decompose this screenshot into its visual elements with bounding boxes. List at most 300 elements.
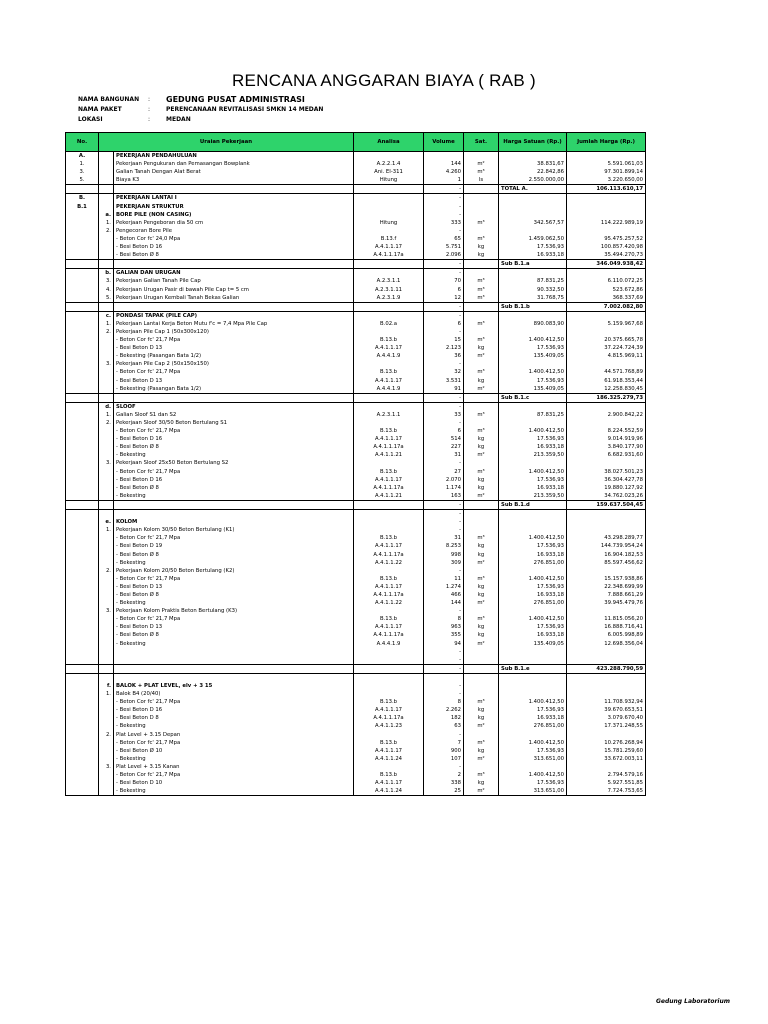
cell-sub-no: 1. (99, 690, 114, 698)
cell-satuan: kg (464, 779, 499, 787)
cell-jumlah-harga: 2.794.579,16 (567, 771, 646, 779)
cell-sub-no: 1. (99, 526, 114, 534)
cell-satuan (464, 269, 499, 278)
cell-volume: 163 (424, 492, 464, 501)
cell-satuan: m³ (464, 286, 499, 294)
cell-no (66, 714, 99, 722)
cell-satuan (464, 518, 499, 526)
cell-uraian: PONDASI TAPAK (PILE CAP) (114, 311, 354, 320)
cell-analisa: A.4.1.1.24 (354, 755, 424, 763)
cell-uraian: - Beton Cor fc' 21,7 Mpa (114, 427, 354, 435)
table-header-row (66, 133, 646, 152)
cell-no (66, 368, 99, 376)
cell-harga-satuan: TOTAL A. (499, 185, 567, 194)
cell-harga-satuan (499, 731, 567, 739)
header-satuan: Sat. (464, 133, 499, 152)
cell-uraian: - Bekesting (Pasangan Bata 1/2) (114, 352, 354, 360)
cell-no (66, 227, 99, 235)
cell-jumlah-harga: 5.927.551,85 (567, 779, 646, 787)
cell-analisa: A.4.1.1.23 (354, 722, 424, 730)
cell-jumlah-harga: 368.337,69 (567, 294, 646, 303)
cell-jumlah-harga (567, 763, 646, 771)
cell-volume: 3.531 (424, 377, 464, 385)
cell-sub-no (99, 615, 114, 623)
cell-analisa: A.4.1.1.17 (354, 583, 424, 591)
cell-sub-no: 1. (99, 219, 114, 227)
cell-satuan (464, 510, 499, 519)
cell-sub-no: 3. (99, 277, 114, 285)
cell-jumlah-harga: 61.918.353,44 (567, 377, 646, 385)
cell-sub-no (99, 542, 114, 550)
cell-satuan (464, 690, 499, 698)
cell-sub-no (99, 500, 114, 509)
cell-satuan: m² (464, 385, 499, 394)
cell-satuan: m³ (464, 534, 499, 542)
cell-uraian: - Beton Cor fc' 21,7 Mpa (114, 739, 354, 747)
cell-harga-satuan: Sub B.1.a (499, 260, 567, 269)
table-row (66, 690, 646, 698)
cell-analisa: A.4.1.1.17a (354, 251, 424, 260)
cell-uraian: - Besi Beton D 13 (114, 344, 354, 352)
cell-no: 3. (66, 168, 99, 176)
table-row (66, 731, 646, 739)
cell-harga-satuan: 1.400.412,50 (499, 534, 567, 542)
cell-analisa (354, 203, 424, 211)
subtotal-row (66, 302, 646, 311)
cell-jumlah-harga (567, 152, 646, 161)
table-row (66, 640, 646, 648)
cell-jumlah-harga: 100.857.420,98 (567, 243, 646, 251)
table-row (66, 779, 646, 787)
cell-jumlah-harga: 43.298.289,77 (567, 534, 646, 542)
cell-analisa: Hitung (354, 219, 424, 227)
table-row (66, 277, 646, 285)
cell-uraian: Pekerjaan Pile Cap 1 (50x300x120) (114, 328, 354, 336)
table-row (66, 510, 646, 519)
cell-no (66, 260, 99, 269)
cell-harga-satuan: 16.933,18 (499, 251, 567, 260)
cell-jumlah-harga: 39.670.653,51 (567, 706, 646, 714)
cell-no (66, 277, 99, 285)
cell-uraian: BORE PILE (NON CASING) (114, 211, 354, 219)
section-row (66, 203, 646, 211)
cell-satuan (464, 648, 499, 656)
cell-uraian: - Besi Beton D 16 (114, 476, 354, 484)
cell-jumlah-harga (567, 731, 646, 739)
table-row (66, 559, 646, 567)
cell-volume: 900 (424, 747, 464, 755)
cell-satuan: kg (464, 243, 499, 251)
table-row (66, 377, 646, 385)
cell-uraian: - Beton Cor fc' 24,0 Mpa (114, 235, 354, 243)
cell-volume: - (424, 302, 464, 311)
cell-uraian: - Besi Beton Ø 8 (114, 631, 354, 639)
cell-harga-satuan: 16.933,18 (499, 591, 567, 599)
cell-uraian: GALIAN DAN URUGAN (114, 269, 354, 278)
cell-sub-no (99, 468, 114, 476)
cell-jumlah-harga: 159.637.504,45 (567, 500, 646, 509)
cell-sub-no (99, 484, 114, 492)
cell-jumlah-harga: 9.014.919,96 (567, 435, 646, 443)
cell-volume: - (424, 260, 464, 269)
cell-uraian: - Besi Beton Ø 8 (114, 551, 354, 559)
cell-uraian (114, 302, 354, 311)
cell-uraian: - Besi Beton D 16 (114, 243, 354, 251)
cell-uraian: - Besi Beton Ø 8 (114, 443, 354, 451)
cell-harga-satuan: 16.933,18 (499, 443, 567, 451)
cell-sub-no: f. (99, 682, 114, 690)
cell-no (66, 631, 99, 639)
cell-satuan (464, 311, 499, 320)
cell-volume: - (424, 360, 464, 368)
cell-harga-satuan (499, 311, 567, 320)
info-value: MEDAN (166, 116, 191, 123)
cell-jumlah-harga (567, 673, 646, 682)
cell-no (66, 607, 99, 615)
cell-harga-satuan: Sub B.1.e (499, 664, 567, 673)
cell-volume: 998 (424, 551, 464, 559)
cell-sub-no (99, 623, 114, 631)
cell-harga-satuan: 17.536,93 (499, 747, 567, 755)
cell-satuan: m² (464, 492, 499, 501)
cell-no (66, 219, 99, 227)
cell-satuan: m² (464, 451, 499, 459)
cell-jumlah-harga: 106.113.610,17 (567, 185, 646, 194)
cell-harga-satuan: 90.332,50 (499, 286, 567, 294)
cell-jumlah-harga: 5.591.061,03 (567, 160, 646, 168)
cell-harga-satuan: 135.409,05 (499, 352, 567, 360)
cell-harga-satuan: 17.536,93 (499, 583, 567, 591)
cell-sub-no (99, 160, 114, 168)
cell-no: A. (66, 152, 99, 161)
subtotal-row (66, 393, 646, 402)
cell-harga-satuan (499, 203, 567, 211)
cell-no: B.1 (66, 203, 99, 211)
cell-volume: - (424, 459, 464, 467)
cell-jumlah-harga: 3.079.670,40 (567, 714, 646, 722)
cell-uraian: Pekerjaan Urugan Pasir di bawah Pile Cap t= 5 cm (114, 286, 354, 294)
cell-jumlah-harga (567, 518, 646, 526)
cell-uraian (114, 648, 354, 656)
table-row (66, 443, 646, 451)
cell-volume: 338 (424, 779, 464, 787)
cell-analisa: A.4.1.1.22 (354, 599, 424, 607)
cell-sub-no (99, 336, 114, 344)
cell-satuan: m² (464, 160, 499, 168)
cell-satuan: kg (464, 631, 499, 639)
cell-analisa: B.13.b (354, 771, 424, 779)
cell-volume: 333 (424, 219, 464, 227)
cell-harga-satuan (499, 269, 567, 278)
cell-harga-satuan (499, 567, 567, 575)
cell-no (66, 673, 99, 682)
cell-volume: - (424, 526, 464, 534)
cell-no: 1. (66, 160, 99, 168)
cell-jumlah-harga: 4.815.969,11 (567, 352, 646, 360)
cell-no (66, 336, 99, 344)
cell-analisa (354, 302, 424, 311)
cell-harga-satuan (499, 328, 567, 336)
table-row (66, 706, 646, 714)
cell-volume: 1.174 (424, 484, 464, 492)
cell-analisa (354, 328, 424, 336)
cell-volume: - (424, 664, 464, 673)
cell-volume: - (424, 203, 464, 211)
info-row-building (78, 95, 323, 105)
cell-analisa: A.4.1.1.17 (354, 779, 424, 787)
cell-analisa: A.4.1.1.17a (354, 591, 424, 599)
cell-jumlah-harga: 6.110.072,25 (567, 277, 646, 285)
cell-satuan (464, 211, 499, 219)
cell-harga-satuan: 17.536,93 (499, 779, 567, 787)
cell-jumlah-harga (567, 682, 646, 690)
cell-jumlah-harga: 144.739.954,24 (567, 542, 646, 550)
cell-harga-satuan: 276.851,00 (499, 599, 567, 607)
cell-volume: 2.123 (424, 344, 464, 352)
cell-satuan (464, 763, 499, 771)
cell-jumlah-harga: 346.049.938,42 (567, 260, 646, 269)
cell-satuan (464, 656, 499, 665)
cell-no (66, 599, 99, 607)
cell-volume: 2.070 (424, 476, 464, 484)
cell-sub-no (99, 648, 114, 656)
cell-no (66, 763, 99, 771)
cell-jumlah-harga (567, 328, 646, 336)
cell-volume: 2.096 (424, 251, 464, 260)
cell-volume: - (424, 648, 464, 656)
cell-no (66, 542, 99, 550)
cell-analisa (354, 419, 424, 427)
cell-analisa: A.4.4.1.9 (354, 352, 424, 360)
cell-satuan: kg (464, 747, 499, 755)
cell-no (66, 320, 99, 328)
cell-volume: - (424, 269, 464, 278)
table-row (66, 492, 646, 501)
cell-no (66, 575, 99, 583)
cell-jumlah-harga: 3.840.177,90 (567, 443, 646, 451)
info-colon: : (148, 116, 151, 123)
cell-no (66, 500, 99, 509)
cell-satuan: m³ (464, 411, 499, 419)
cell-volume: - (424, 682, 464, 690)
cell-no (66, 185, 99, 194)
cell-sub-no (99, 443, 114, 451)
cell-sub-no (99, 771, 114, 779)
cell-sub-no (99, 243, 114, 251)
cell-satuan (464, 302, 499, 311)
cell-satuan (464, 328, 499, 336)
cell-harga-satuan (499, 607, 567, 615)
header-no: No. (66, 133, 99, 152)
cell-analisa (354, 526, 424, 534)
cell-analisa (354, 607, 424, 615)
cell-jumlah-harga: 114.222.989,19 (567, 219, 646, 227)
cell-harga-satuan: 17.536,93 (499, 542, 567, 550)
cell-uraian: - Bekesting (114, 640, 354, 648)
cell-uraian (114, 500, 354, 509)
cell-no (66, 682, 99, 690)
cell-harga-satuan (499, 227, 567, 235)
cell-satuan: m² (464, 722, 499, 730)
cell-satuan (464, 664, 499, 673)
cell-volume: - (424, 328, 464, 336)
cell-uraian: Pekerjaan Urugan Kembali Tanah Bekas Galian (114, 294, 354, 303)
cell-satuan (464, 607, 499, 615)
cell-sub-no: b. (99, 269, 114, 278)
cell-volume: 6 (424, 320, 464, 328)
cell-analisa: Ani. EI-311 (354, 168, 424, 176)
cell-uraian: Pekerjaan Kolom 20/50 Beton Bertulang (K2) (114, 567, 354, 575)
cell-volume: 70 (424, 277, 464, 285)
cell-sub-no (99, 534, 114, 542)
cell-uraian: - Bekesting (Pasangan Bata 1/2) (114, 385, 354, 394)
cell-harga-satuan (499, 682, 567, 690)
cell-harga-satuan: 16.933,18 (499, 631, 567, 639)
cell-satuan: m³ (464, 771, 499, 779)
cell-analisa: A.4.4.1.9 (354, 385, 424, 394)
table-row (66, 763, 646, 771)
subtotal-row (66, 260, 646, 269)
cell-uraian: - Bekesting (114, 559, 354, 567)
cell-harga-satuan (499, 510, 567, 519)
cell-harga-satuan (499, 656, 567, 665)
cell-analisa (354, 510, 424, 519)
cell-no (66, 706, 99, 714)
info-label: NAMA BANGUNAN (78, 96, 140, 103)
cell-volume: - (424, 690, 464, 698)
cell-analisa: B.02.a (354, 320, 424, 328)
cell-analisa (354, 673, 424, 682)
subtotal-row (66, 664, 646, 673)
cell-jumlah-harga (567, 360, 646, 368)
table-row (66, 623, 646, 631)
header-jumlah-harga: Jumlah Harga (Rp.) (567, 133, 646, 152)
cell-satuan: kg (464, 591, 499, 599)
table-row (66, 168, 646, 176)
cell-harga-satuan: 17.536,93 (499, 344, 567, 352)
cell-no (66, 615, 99, 623)
cell-analisa (354, 459, 424, 467)
cell-volume: 15 (424, 336, 464, 344)
cell-jumlah-harga: 95.475.257,52 (567, 235, 646, 243)
cell-sub-no (99, 510, 114, 519)
cell-no (66, 393, 99, 402)
cell-volume (424, 152, 464, 161)
cell-jumlah-harga: 186.325.279,73 (567, 393, 646, 402)
cell-volume: - (424, 500, 464, 509)
cell-sub-no (99, 352, 114, 360)
cell-harga-satuan: 890.083,90 (499, 320, 567, 328)
cell-volume: 8 (424, 615, 464, 623)
section-row (66, 194, 646, 203)
cell-satuan: kg (464, 476, 499, 484)
cell-jumlah-harga: 523.672,86 (567, 286, 646, 294)
cell-sub-no: e. (99, 518, 114, 526)
cell-volume: - (424, 194, 464, 203)
cell-satuan (464, 185, 499, 194)
table-row (66, 243, 646, 251)
cell-volume: 1 (424, 176, 464, 185)
cell-sub-no (99, 176, 114, 185)
cell-satuan: m² (464, 755, 499, 763)
cell-sub-no (99, 559, 114, 567)
cell-harga-satuan (499, 526, 567, 534)
cell-sub-no: 1. (99, 411, 114, 419)
cell-jumlah-harga: 2.900.842,22 (567, 411, 646, 419)
cell-sub-no: 5. (99, 294, 114, 303)
cell-harga-satuan: 276.851,00 (499, 722, 567, 730)
table-row (66, 160, 646, 168)
header-volume: Volume (424, 133, 464, 152)
table-row (66, 656, 646, 665)
cell-satuan (464, 500, 499, 509)
cell-uraian: Pekerjaan Pengeboran dia 50 cm (114, 219, 354, 227)
cell-no (66, 722, 99, 730)
cell-sub-no (99, 575, 114, 583)
cell-satuan: kg (464, 551, 499, 559)
cell-satuan: m³ (464, 320, 499, 328)
table-row (66, 320, 646, 328)
cell-analisa (354, 194, 424, 203)
cell-analisa: A.4.4.1.9 (354, 640, 424, 648)
cell-uraian: Pekerjaan Sloof 25x50 Beton Bertulang S2 (114, 459, 354, 467)
cell-harga-satuan: 135.409,05 (499, 385, 567, 394)
cell-volume: - (424, 393, 464, 402)
cell-no (66, 551, 99, 559)
table-row (66, 673, 646, 682)
cell-uraian: Plat Level + 3.15 Kanan (114, 763, 354, 771)
table-row (66, 771, 646, 779)
cell-volume: - (424, 656, 464, 665)
cell-analisa: A.4.1.1.17 (354, 747, 424, 755)
cell-jumlah-harga: 15.157.938,86 (567, 575, 646, 583)
cell-jumlah-harga: 44.571.768,89 (567, 368, 646, 376)
cell-uraian: - Besi Beton D 10 (114, 779, 354, 787)
cell-jumlah-harga: 15.781.259,60 (567, 747, 646, 755)
cell-no (66, 787, 99, 796)
cell-no (66, 344, 99, 352)
cell-sub-no (99, 492, 114, 501)
cell-volume: - (424, 518, 464, 526)
cell-analisa: B.13.b (354, 575, 424, 583)
cell-volume: - (424, 510, 464, 519)
cell-no (66, 427, 99, 435)
table-row (66, 526, 646, 534)
cell-uraian: SLOOF (114, 402, 354, 411)
cell-jumlah-harga: 7.002.082,80 (567, 302, 646, 311)
cell-sub-no (99, 194, 114, 203)
cell-satuan: m³ (464, 168, 499, 176)
info-colon: : (148, 96, 151, 103)
cell-harga-satuan: 213.359,50 (499, 451, 567, 459)
cell-satuan: kg (464, 377, 499, 385)
cell-uraian: - Bekesting (114, 599, 354, 607)
cell-harga-satuan: 1.400.412,50 (499, 368, 567, 376)
cell-jumlah-harga: 85.597.456,62 (567, 559, 646, 567)
cell-analisa: A.4.1.1.17 (354, 542, 424, 550)
cell-uraian (114, 673, 354, 682)
cell-uraian: - Beton Cor fc' 21,7 Mpa (114, 468, 354, 476)
section-row (66, 682, 646, 690)
cell-harga-satuan (499, 673, 567, 682)
cell-uraian: - Bekesting (114, 722, 354, 730)
cell-harga-satuan: 1.459.062,50 (499, 235, 567, 243)
cell-no (66, 411, 99, 419)
cell-no (66, 443, 99, 451)
info-value: GEDUNG PUSAT ADMINISTRASI (166, 95, 305, 104)
cell-harga-satuan (499, 763, 567, 771)
cell-sub-no: 2. (99, 227, 114, 235)
